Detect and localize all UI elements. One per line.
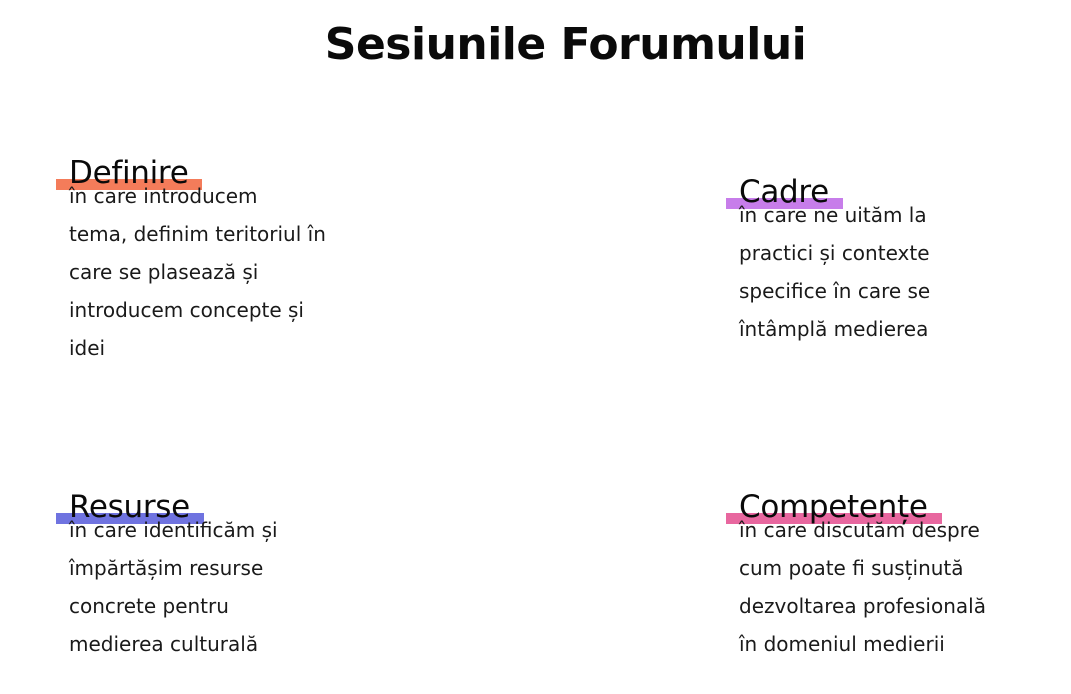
session-heading-label: Definire: [69, 155, 189, 191]
session-description: în care ne uităm la practici și contexte specifice în care se întâmplă medierea: [739, 203, 931, 341]
session-competente: [726, 489, 986, 663]
session-description: în care discutăm despre cum poate fi susținută dezvoltarea profesională în domeniul medierii: [739, 518, 986, 656]
page-title: Sesiunile Forumului: [324, 19, 807, 70]
session-heading-label: Cadre: [739, 174, 829, 210]
session-description: în care introducem tema, definim teritoriul în care se plasează și introducem concepte și idei: [69, 184, 326, 360]
session-cadre: [726, 174, 931, 348]
session-heading-label: Resurse: [69, 489, 190, 525]
session-description: în care identificăm și împărtășim resurse concrete pentru medierea culturală: [69, 518, 278, 656]
session-definire: [56, 155, 326, 367]
session-heading-label: Competențe: [739, 489, 928, 525]
session-resurse: [56, 489, 278, 663]
